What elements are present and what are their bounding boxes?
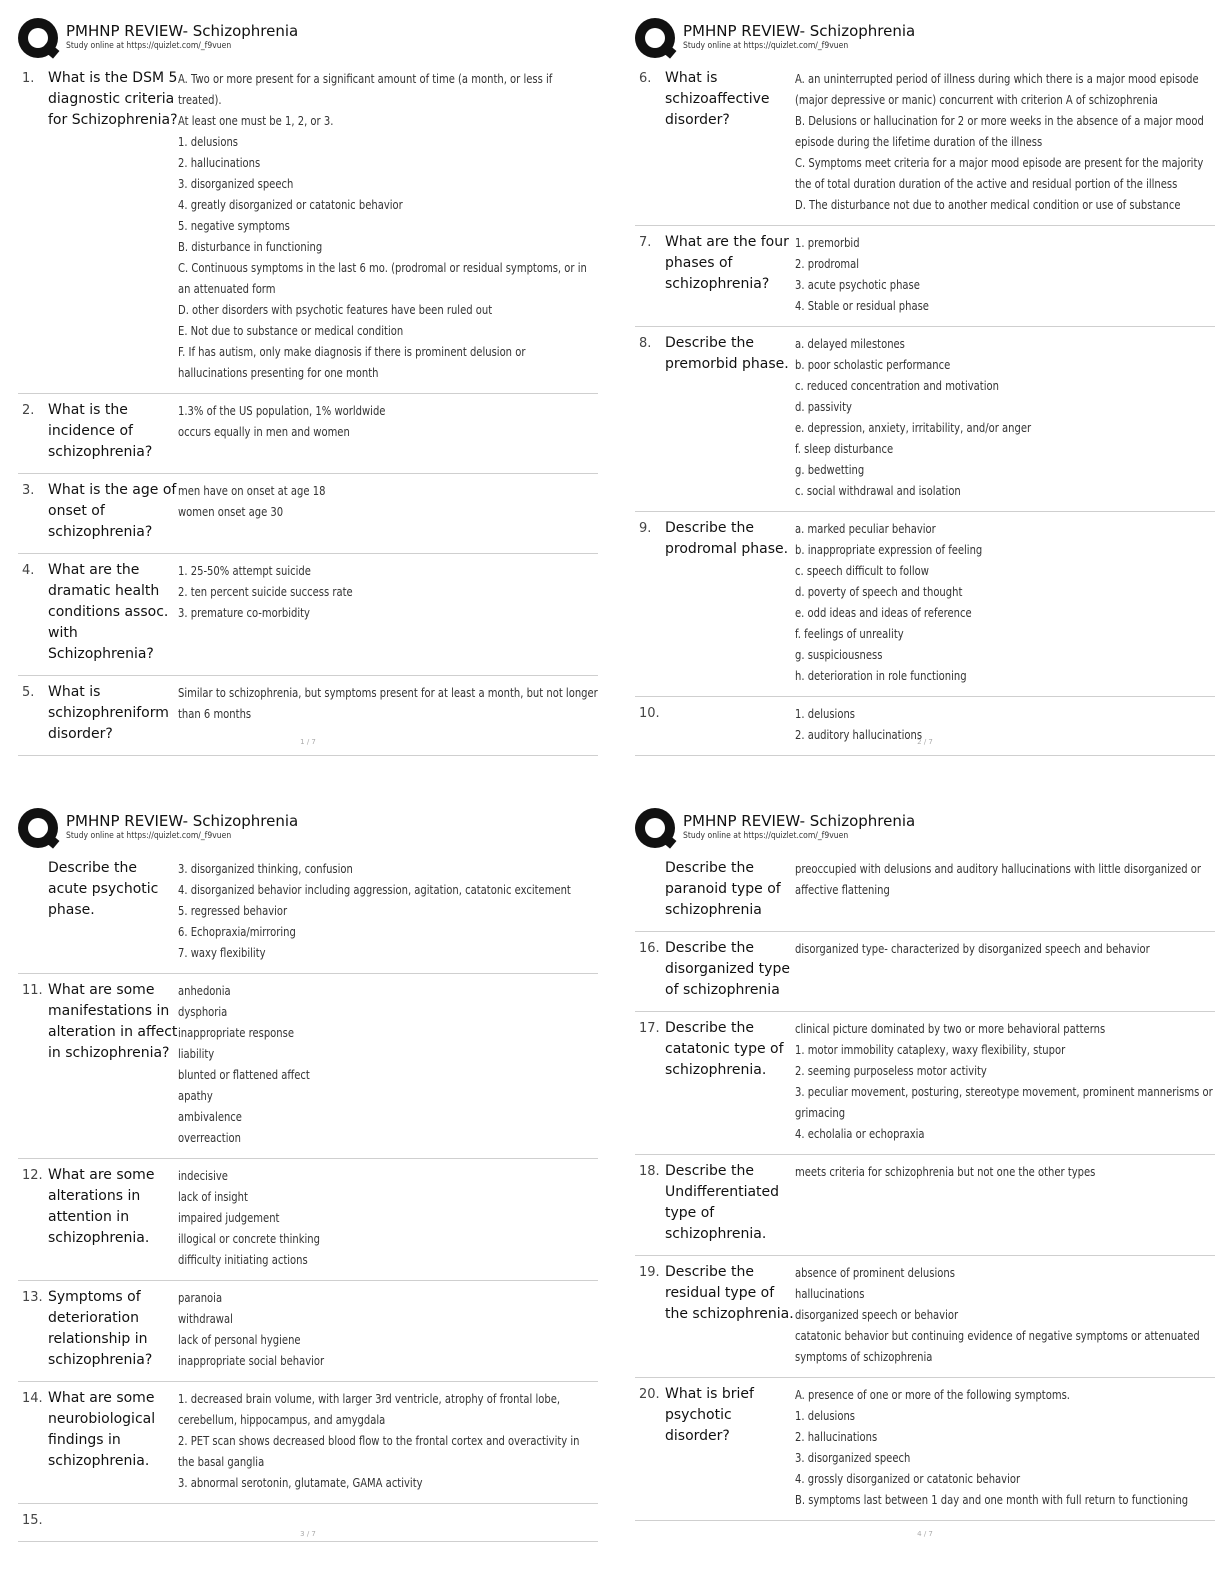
answer-line: disorganized type- characterized by disorganized speech and behavior (795, 941, 1150, 956)
answer-line: c. reduced concentration and motivation (795, 378, 999, 393)
answer-line: 4. greatly disorganized or catatonic behavior (178, 197, 403, 212)
answer-line: h. deterioration in role functioning (795, 668, 967, 683)
answer-line: B. disturbance in functioning (178, 239, 323, 254)
answer-line: disorganized speech or behavior (795, 1307, 959, 1322)
question-text: Describe the acute psychotic phase. (48, 860, 159, 918)
answer-line: B. Delusions or hallucination for 2 or more weeks in the absence of a major mood episode during the lifetime duration of the illness (795, 113, 1204, 149)
question-number: 9. (639, 521, 652, 536)
answer-line: 3. peculiar movement, posturing, stereotype movement, prominent mannerisms or grimacing (795, 1084, 1213, 1120)
answer-line: hallucinations (795, 1286, 865, 1301)
page-number: 2 / 7 (917, 738, 933, 746)
answer-line: A. presence of one or more of the following symptoms. (795, 1387, 1070, 1402)
answer-line: b. poor scholastic performance (795, 357, 951, 372)
answer-line: difficulty initiating actions (178, 1252, 308, 1267)
answer-line: d. passivity (795, 399, 852, 414)
qa-row (635, 1256, 1215, 1378)
answer-block (795, 1161, 1215, 1245)
quizlet-logo-icon (18, 18, 58, 58)
answer-line: g. bedwetting (795, 462, 865, 477)
header-text (683, 18, 915, 52)
question-number: 10. (639, 706, 660, 721)
answer-line: 3. abnormal serotonin, glutamate, GAMA activity (178, 1475, 423, 1490)
question-text: Describe the residual type of the schizophrenia. (665, 1264, 794, 1322)
question-text: What are the dramatic health conditions assoc. with Schizophrenia? (48, 562, 169, 662)
question-text: Describe the Undifferentiated type of schizophrenia. (665, 1163, 780, 1242)
answer-line: g. suspiciousness (795, 647, 883, 662)
question-number: 20. (639, 1387, 660, 1402)
answer-line: paranoia (178, 1290, 223, 1305)
answer-line: c. speech difficult to follow (795, 563, 929, 578)
answer-line: 5. negative symptoms (178, 218, 290, 233)
answer-block (178, 68, 598, 383)
answer-line: D. other disorders with psychotic features have been ruled out (178, 302, 493, 317)
answer-line: clinical picture dominated by two or more behavioral patterns (795, 1021, 1106, 1036)
page-2 (635, 18, 1215, 778)
answer-line: 2. seeming purposeless motor activity (795, 1063, 987, 1078)
page-4 (635, 808, 1215, 1568)
qa-row (635, 226, 1215, 327)
doc-title: PMHNP REVIEW- Schizophrenia (66, 22, 299, 40)
qa-row (18, 852, 598, 974)
answer-block (795, 1262, 1215, 1367)
answer-block (795, 232, 1215, 316)
question-text: Describe the paranoid type of schizophrenia (665, 860, 781, 918)
answer-line: D. The disturbance not due to another medical condition or use of substance (795, 197, 1181, 212)
question-number: 6. (639, 71, 652, 86)
question-text: Describe the disorganized type of schizophrenia (665, 940, 790, 998)
answer-line: C. Symptoms meet criteria for a major mood episode are present for the majority the of total duration duration of the active and residual portion of the illness (795, 155, 1204, 191)
question-number: 18. (639, 1164, 660, 1179)
study-link[interactable]: Study online at https://quizlet.com/_f9vuen (683, 831, 849, 841)
answer-line: 5. regressed behavior (178, 903, 288, 918)
question-number: 12. (22, 1168, 43, 1183)
answer-line: At least one must be 1, 2, or 3. (178, 113, 334, 128)
question-number: 7. (639, 235, 652, 250)
header-text (66, 808, 298, 842)
question-text: What are some neurobiological findings in schizophrenia. (48, 1390, 156, 1469)
question-text: Describe the premorbid phase. (665, 335, 789, 372)
answer-block (178, 980, 598, 1148)
question-number: 15. (22, 1513, 43, 1528)
answer-line: 4. echolalia or echopraxia (795, 1126, 925, 1141)
answer-line: illogical or concrete thinking (178, 1231, 320, 1246)
answer-line: 1. delusions (795, 1408, 855, 1423)
question-text (48, 1510, 178, 1531)
answer-line: 7. waxy flexibility (178, 945, 266, 960)
answer-line: impaired judgement (178, 1210, 280, 1225)
answer-line: occurs equally in men and women (178, 424, 350, 439)
page-header (18, 808, 598, 852)
question-text: What is the DSM 5 diagnostic criteria for Schizophrenia? (48, 70, 178, 128)
answer-block (178, 1510, 598, 1531)
question-text: What are the four phases of schizophrenia? (665, 234, 789, 292)
answer-block (795, 333, 1215, 501)
quizlet-logo-icon (635, 18, 675, 58)
answer-line: apathy (178, 1088, 213, 1103)
answer-line: anhedonia (178, 983, 231, 998)
question-text: Describe the catatonic type of schizophrenia. (665, 1020, 784, 1078)
page-number: 4 / 7 (917, 1530, 933, 1538)
answer-block (795, 1384, 1215, 1510)
question-number: 17. (639, 1021, 660, 1036)
answer-line: f. sleep disturbance (795, 441, 894, 456)
answer-line: inappropriate response (178, 1025, 294, 1040)
answer-line: blunted or flattened affect (178, 1067, 310, 1082)
qa-row (18, 974, 598, 1159)
answer-line: 4. disorganized behavior including aggression, agitation, catatonic excitement (178, 882, 571, 897)
study-link[interactable]: Study online at https://quizlet.com/_f9vuen (683, 41, 849, 51)
question-number: 4. (22, 563, 35, 578)
qa-row (635, 852, 1215, 932)
answer-line: A. an uninterrupted period of illness during which there is a major mood episode (major depressive or manic) concurrent with criterion A of schizophrenia (795, 71, 1199, 107)
question-number: 13. (22, 1290, 43, 1305)
question-number: 2. (22, 403, 35, 418)
question-number: 16. (639, 941, 660, 956)
answer-line: 3. disorganized speech (795, 1450, 911, 1465)
quizlet-logo-icon (635, 808, 675, 848)
question-text: What is brief psychotic disorder? (665, 1386, 754, 1444)
answer-line: ambivalence (178, 1109, 242, 1124)
answer-line: 1. motor immobility cataplexy, waxy flexibility, stupor (795, 1042, 1066, 1057)
answer-line: a. marked peculiar behavior (795, 521, 936, 536)
question-number: 14. (22, 1391, 43, 1406)
page-header (635, 808, 1215, 852)
qa-row (635, 62, 1215, 226)
answer-line: 2. hallucinations (795, 1429, 878, 1444)
quizlet-logo-icon (18, 808, 58, 848)
answer-line: 2. hallucinations (178, 155, 261, 170)
answer-line: women onset age 30 (178, 504, 284, 519)
question-number (18, 858, 48, 963)
qa-row (18, 1159, 598, 1281)
doc-title: PMHNP REVIEW- Schizophrenia (683, 22, 916, 40)
page-1 (18, 18, 598, 778)
answer-block (178, 1165, 598, 1270)
question-text: What is the age of onset of schizophrenia? (48, 482, 177, 540)
answer-line: dysphoria (178, 1004, 228, 1019)
qa-row (635, 512, 1215, 697)
answer-line: men have on onset at age 18 (178, 483, 326, 498)
qa-row (635, 932, 1215, 1012)
answer-line: 2. PET scan shows decreased blood flow to the frontal cortex and overactivity in the basal ganglia (178, 1433, 580, 1469)
doc-title: PMHNP REVIEW- Schizophrenia (683, 812, 916, 830)
question-number: 5. (22, 685, 35, 700)
answer-line: 4. Stable or residual phase (795, 298, 929, 313)
answer-line: e. odd ideas and ideas of reference (795, 605, 972, 620)
answer-line: C. Continuous symptoms in the last 6 mo. (prodromal or residual symptoms, or in an attenuated form (178, 260, 587, 296)
answer-line: lack of insight (178, 1189, 248, 1204)
qa-row (635, 1378, 1215, 1521)
question-text: Describe the prodromal phase. (665, 520, 789, 557)
answer-line: 1. delusions (795, 706, 855, 721)
answer-line: 2. prodromal (795, 256, 860, 271)
qa-row (18, 62, 598, 394)
qa-row (18, 394, 598, 474)
answer-line: f. feelings of unreality (795, 626, 904, 641)
answer-line: 2. ten percent suicide success rate (178, 584, 353, 599)
answer-line: 6. Echopraxia/mirroring (178, 924, 296, 939)
answer-line: inappropriate social behavior (178, 1353, 325, 1368)
question-number: 19. (639, 1265, 660, 1280)
answer-line: 1. decreased brain volume, with larger 3rd ventricle, atrophy of frontal lobe, cerebellum, hippocampus, and amygdala (178, 1391, 561, 1427)
answer-line: overreaction (178, 1130, 241, 1145)
qa-row (635, 1012, 1215, 1155)
answer-block (795, 68, 1215, 215)
answer-line: 3. acute psychotic phase (795, 277, 920, 292)
answer-block (178, 400, 598, 463)
qa-row (18, 1281, 598, 1382)
question-number: 11. (22, 983, 43, 998)
answer-line: a. delayed milestones (795, 336, 905, 351)
page-number: 1 / 7 (300, 738, 316, 746)
answer-line: indecisive (178, 1168, 228, 1183)
answer-block (795, 1018, 1215, 1144)
answer-line: absence of prominent delusions (795, 1265, 955, 1280)
answer-line: 1. premorbid (795, 235, 860, 250)
answer-line: 2. auditory hallucinations (795, 727, 923, 742)
answer-line: 1.3% of the US population, 1% worldwide (178, 403, 386, 418)
answer-line: d. poverty of speech and thought (795, 584, 963, 599)
question-number: 3. (22, 483, 35, 498)
answer-line: F. If has autism, only make diagnosis if there is prominent delusion or hallucinations presenting for one month (178, 344, 526, 380)
answer-line: 1. 25-50% attempt suicide (178, 563, 311, 578)
answer-block (178, 682, 598, 745)
answer-line: 3. disorganized speech (178, 176, 294, 191)
answer-block (178, 480, 598, 543)
qa-row (635, 1155, 1215, 1256)
answer-line: preoccupied with delusions and auditory hallucinations with little disorganized or affective flattening (795, 861, 1202, 897)
answer-line: lack of personal hygiene (178, 1332, 301, 1347)
question-number: 1. (22, 71, 35, 86)
page-header (18, 18, 598, 62)
question-text: Symptoms of deterioration relationship in schizophrenia? (48, 1289, 153, 1368)
answer-block (178, 1388, 598, 1493)
question-text: What are some alterations in attention in schizophrenia. (48, 1167, 155, 1246)
answer-line: c. social withdrawal and isolation (795, 483, 961, 498)
answer-line: E. Not due to substance or medical condition (178, 323, 404, 338)
doc-title: PMHNP REVIEW- Schizophrenia (66, 812, 299, 830)
question-text: What is schizoaffective disorder? (665, 70, 770, 128)
answer-block (795, 938, 1215, 1001)
question-text: What is schizophreniform disorder? (48, 684, 169, 742)
question-text: What are some manifestations in alteration in affect in schizophrenia? (48, 982, 178, 1061)
answer-block (178, 560, 598, 665)
qa-row (635, 697, 1215, 756)
answer-line: b. inappropriate expression of feeling (795, 542, 983, 557)
page-header (635, 18, 1215, 62)
answer-line: liability (178, 1046, 215, 1061)
answer-block (178, 858, 598, 963)
answer-line: Similar to schizophrenia, but symptoms present for at least a month, but not longer than 6 months (178, 685, 598, 721)
answer-line: withdrawal (178, 1311, 233, 1326)
answer-block (795, 518, 1215, 686)
answer-line: e. depression, anxiety, irritability, and/or anger (795, 420, 1032, 435)
answer-line: meets criteria for schizophrenia but not one the other types (795, 1164, 1096, 1179)
qa-row (18, 554, 598, 676)
question-number (635, 858, 665, 921)
question-number: 8. (639, 336, 652, 351)
qa-row (18, 474, 598, 554)
qa-row (18, 1382, 598, 1504)
study-link[interactable]: Study online at https://quizlet.com/_f9vuen (66, 831, 232, 841)
header-text (66, 18, 298, 52)
answer-line: 1. delusions (178, 134, 238, 149)
study-link[interactable]: Study online at https://quizlet.com/_f9vuen (66, 41, 232, 51)
answer-line: 3. disorganized thinking, confusion (178, 861, 353, 876)
answer-line: B. symptoms last between 1 day and one month with full return to functioning (795, 1492, 1189, 1507)
answer-line: 4. grossly disorganized or catatonic behavior (795, 1471, 1021, 1486)
page-3 (18, 808, 598, 1568)
question-text: What is the incidence of schizophrenia? (48, 402, 153, 460)
answer-block (178, 1287, 598, 1371)
page-number: 3 / 7 (300, 1530, 316, 1538)
answer-line: 3. premature co-morbidity (178, 605, 310, 620)
answer-line: A. Two or more present for a significant amount of time (a month, or less if treated). (178, 71, 553, 107)
answer-block (795, 858, 1215, 921)
answer-line: catatonic behavior but continuing evidence of negative symptoms or attenuated symptoms of schizophrenia (795, 1328, 1200, 1364)
qa-row (635, 327, 1215, 512)
header-text (683, 808, 915, 842)
